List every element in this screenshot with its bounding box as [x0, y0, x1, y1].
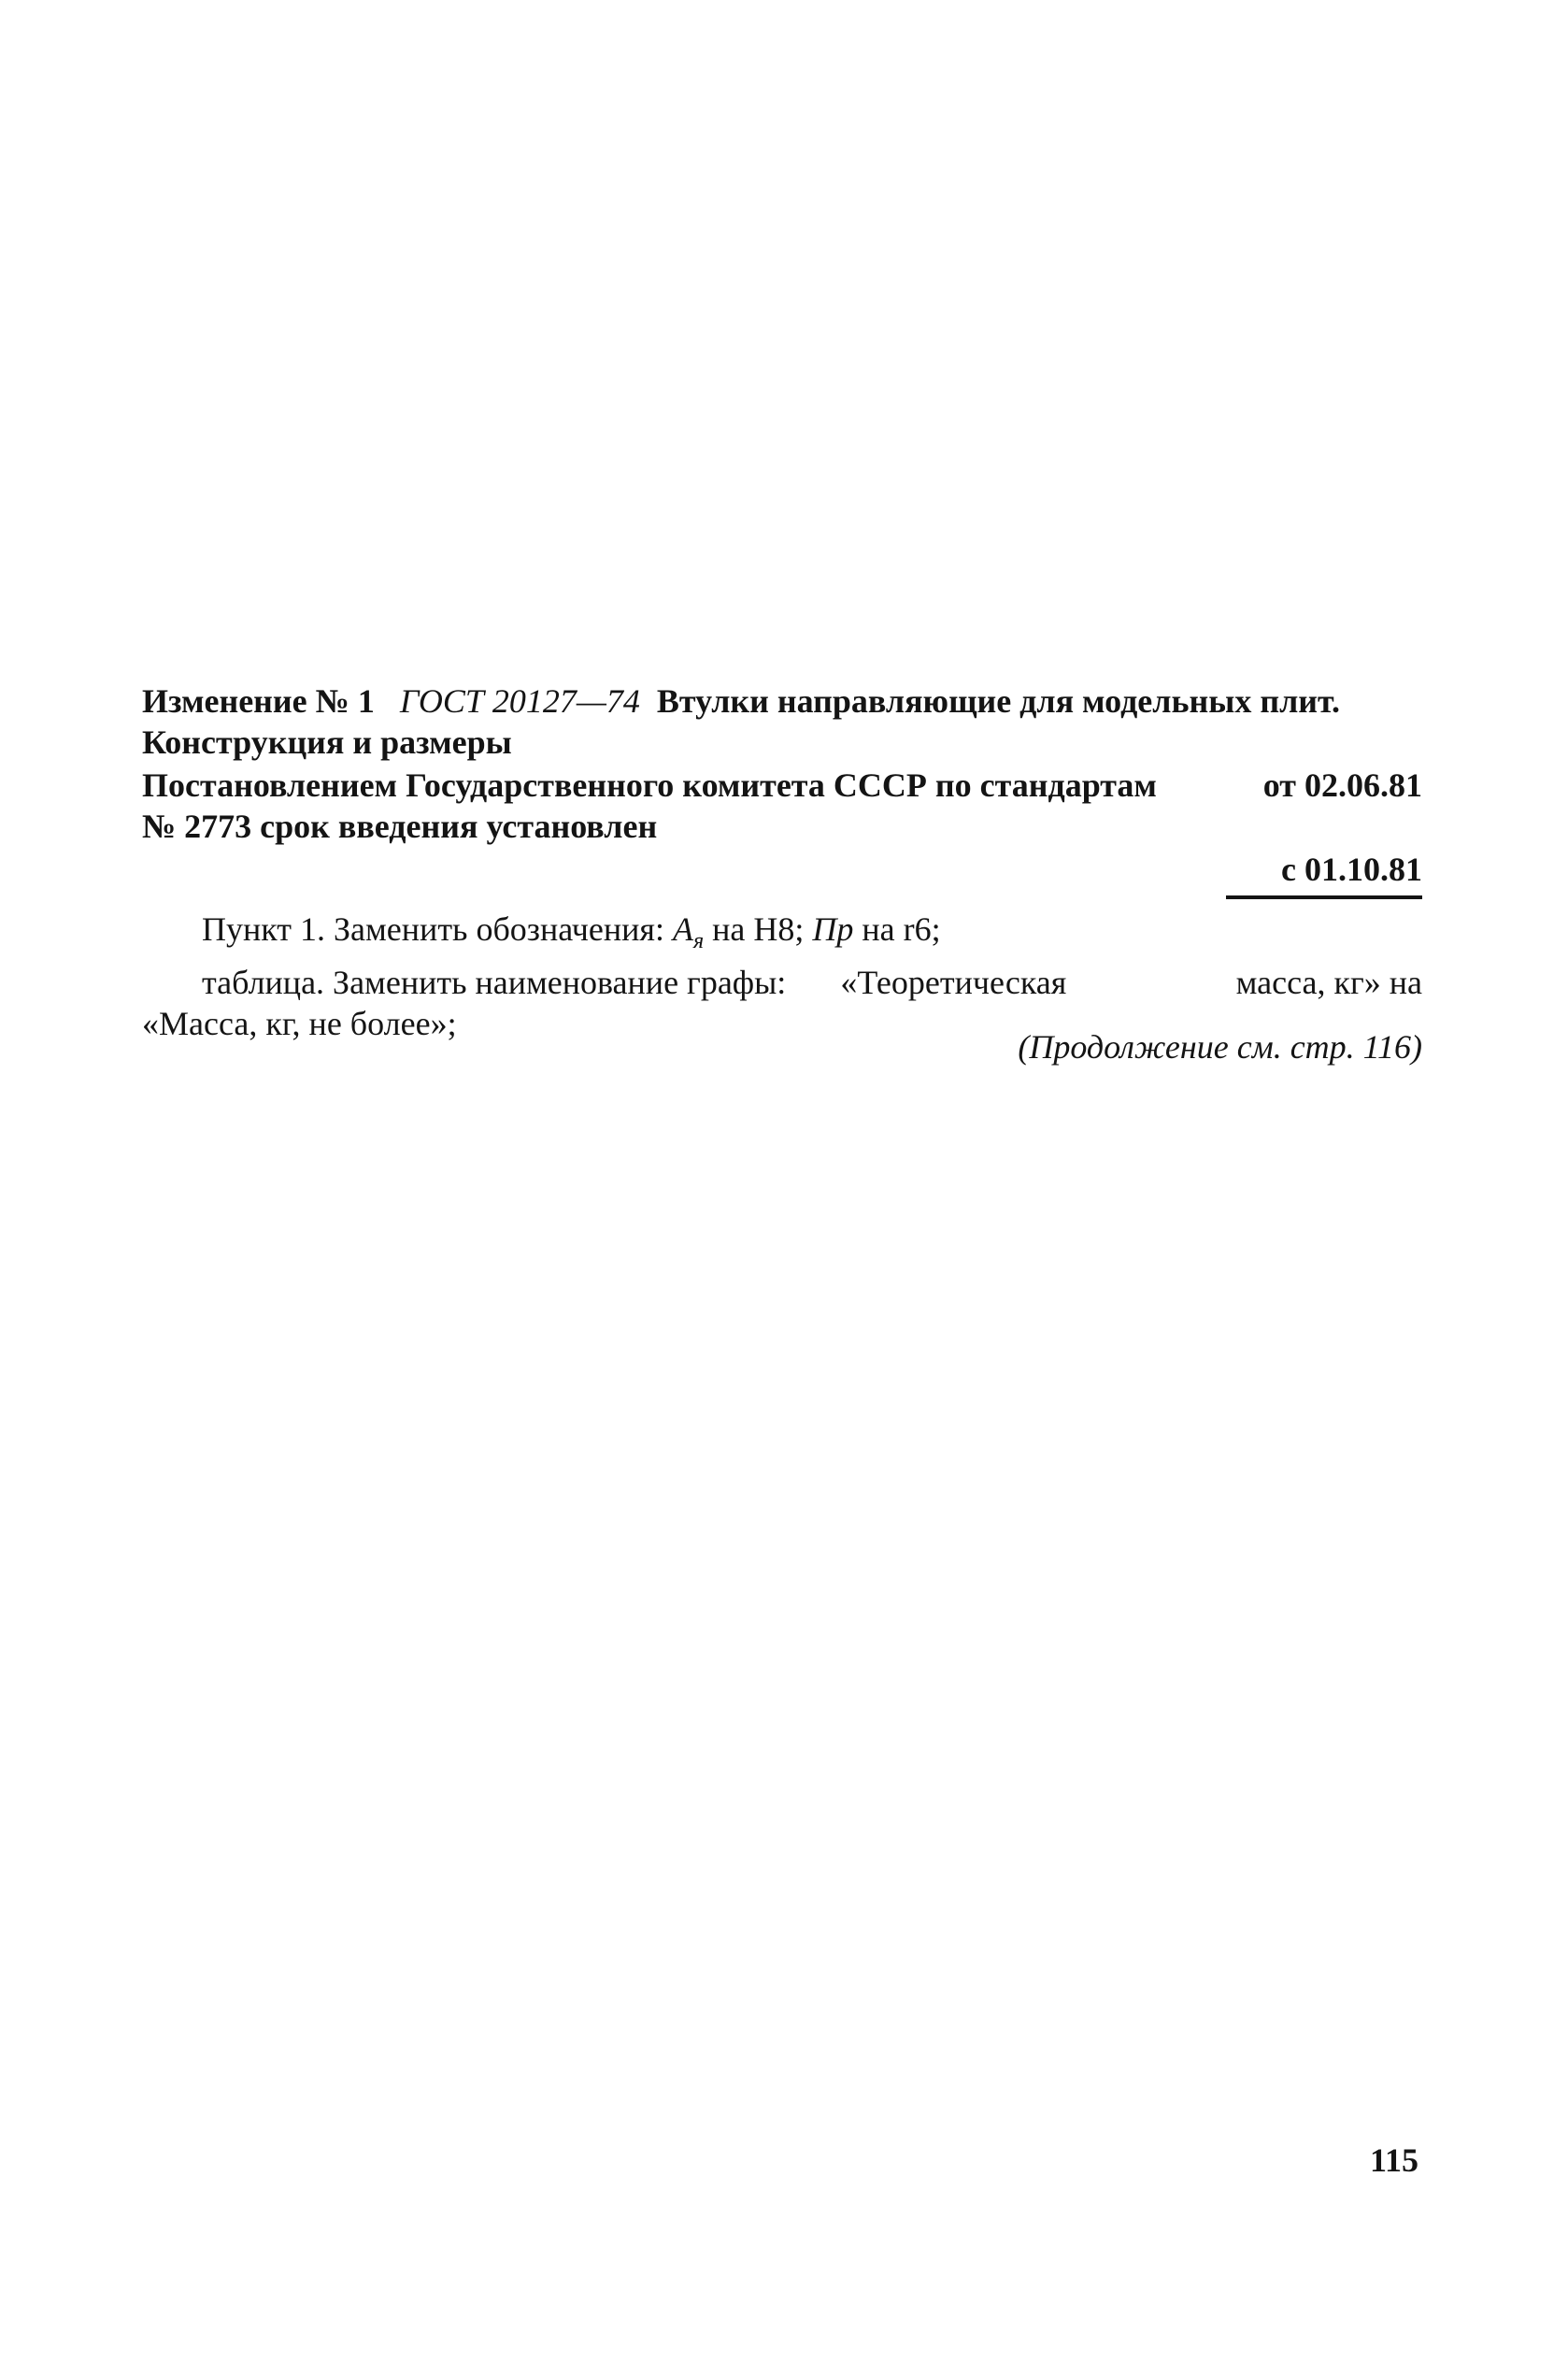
amendment-number: Изменение № 1 [142, 682, 375, 720]
body-paragraph-1 [142, 909, 1422, 962]
continuation-note: (Продолжение см. стр. 116) [1018, 1028, 1422, 1066]
body-paragraph-3: «Масса, кг, не более»; [142, 1005, 457, 1043]
decree-number-line: № 2773 срок введения установлен [142, 808, 658, 845]
body-text: на r6; [862, 910, 941, 948]
body-text: таблица. Заменить наименование графы: [202, 964, 787, 1002]
body-text: «Теоретическая [840, 964, 1067, 1002]
body-text: на Н8; [712, 910, 805, 948]
standard-code: ГОСТ 20127—74 [399, 682, 640, 720]
decree-row [142, 765, 1422, 806]
decree-block [142, 765, 1422, 888]
standard-subtitle: Конструкция и размеры [142, 723, 512, 761]
decree-date: от 02.06.81 [1262, 766, 1422, 804]
amendment-body [142, 909, 1422, 1044]
amendment-header [142, 680, 1422, 763]
amendment-title-line [142, 680, 1422, 722]
standard-title: Втулки направляющие для модельных плит. [656, 682, 1341, 720]
body-paragraph-2 [142, 962, 1422, 1003]
symbol-pr: Пр [812, 910, 854, 948]
page-number: 115 [1369, 2141, 1418, 2179]
symbol-a: $А_я$ [672, 910, 705, 954]
effective-date: с 01.10.81 [1226, 849, 1422, 899]
decree-text: Постановлением Государственного комитета СССР по стандартам [142, 766, 1157, 804]
body-text: масса, кг» на [1235, 964, 1422, 1002]
body-text: Пункт 1. Заменить обозначения: [202, 910, 664, 948]
